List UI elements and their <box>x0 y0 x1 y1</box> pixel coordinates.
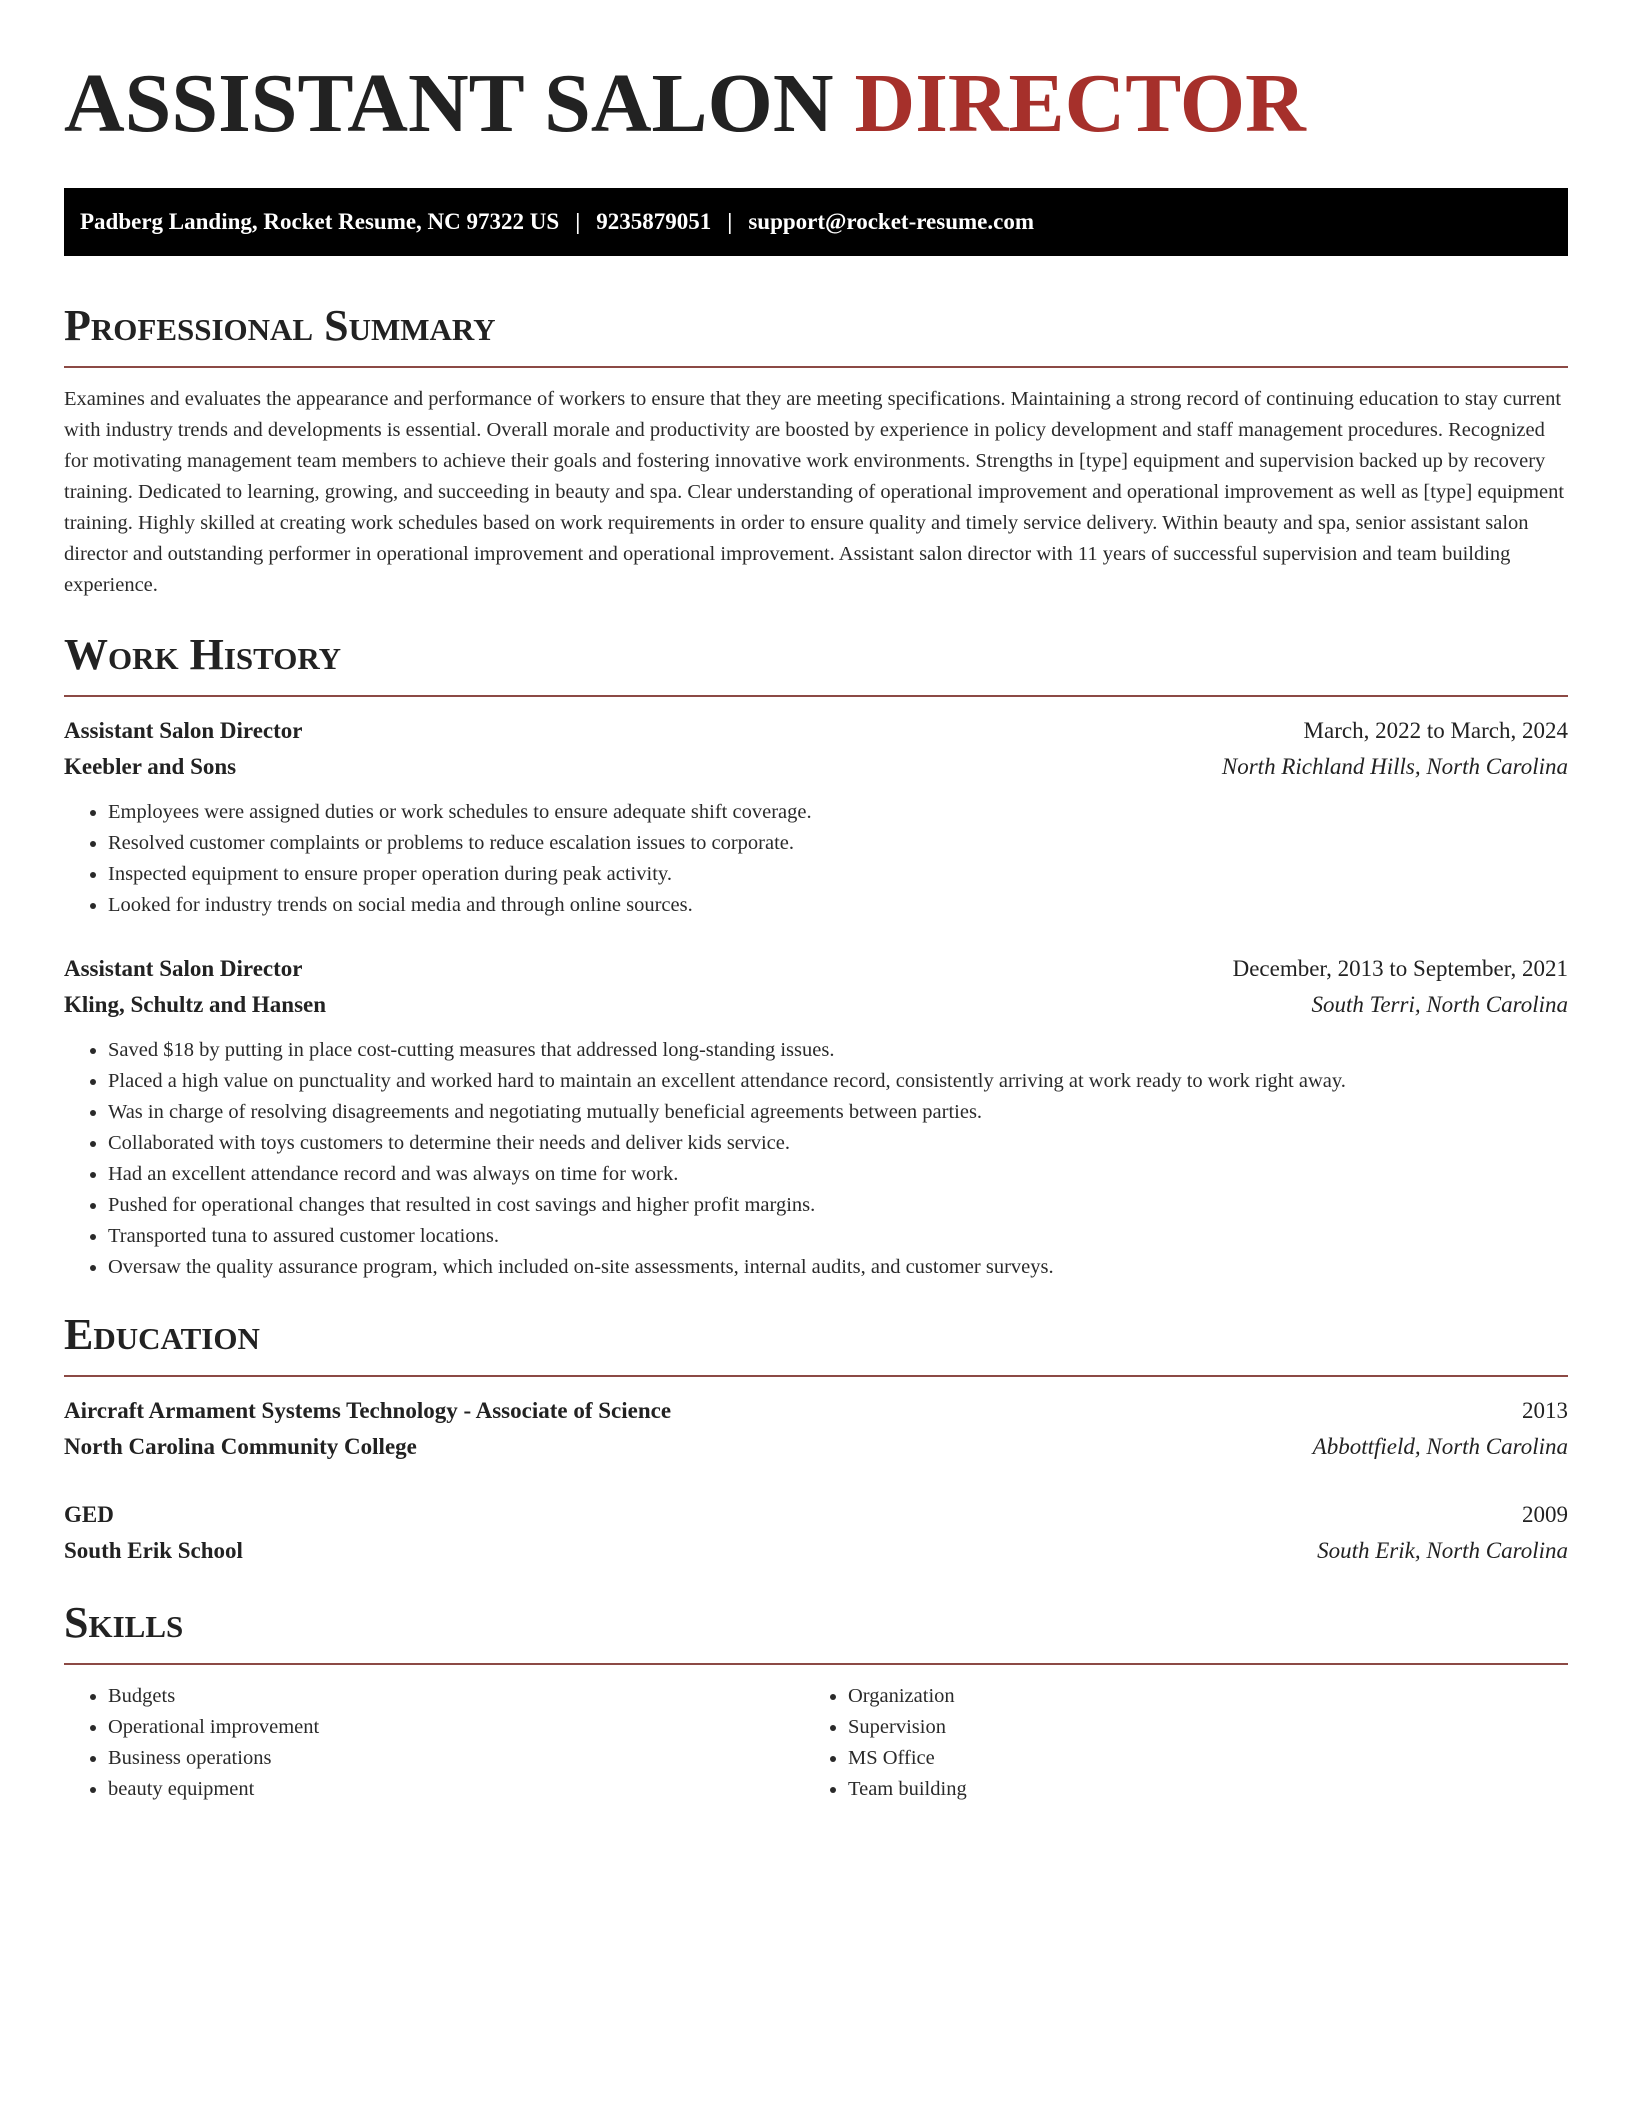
job-entry <box>64 713 1568 921</box>
skill-item: • beauty equipment <box>108 1774 804 1805</box>
education-year: 2009 <box>1522 1502 1568 1527</box>
education-school-row <box>64 1429 1568 1465</box>
contact-phone: 9235879051 <box>596 209 712 234</box>
skill-item: • Operational improvement <box>108 1712 804 1743</box>
job-bullet: • Employees were assigned duties or work schedules to ensure adequate shift coverage. <box>108 797 1568 828</box>
job-company-row <box>64 987 1568 1023</box>
skills-grid <box>64 1681 1568 1805</box>
job-bullets <box>64 797 1568 921</box>
skill-item: • Business operations <box>108 1743 804 1774</box>
job-bullet: • Pushed for operational changes that resulted in cost savings and higher profit margins. <box>108 1190 1568 1221</box>
job-entry <box>64 951 1568 1283</box>
section-title-education: Education <box>64 1310 260 1359</box>
education-entry <box>64 1497 1568 1569</box>
section-divider <box>64 366 1568 368</box>
education-location: Abbottfield, North Carolina <box>1312 1434 1568 1459</box>
education-school-row <box>64 1533 1568 1569</box>
work-history-section <box>64 629 1568 1283</box>
skills-section <box>64 1597 1568 1805</box>
skills-column-right <box>804 1681 1544 1805</box>
job-bullet: • Resolved customer complaints or problems to reduce escalation issues to corporate. <box>108 828 1568 859</box>
skills-list <box>804 1681 1544 1805</box>
skills-column-left <box>64 1681 804 1805</box>
section-divider <box>64 695 1568 697</box>
job-location: South Terri, North Carolina <box>1311 992 1568 1017</box>
summary-section <box>64 300 1568 601</box>
contact-email: support@rocket-resume.com <box>748 209 1034 234</box>
job-company: Kling, Schultz and Hansen <box>64 992 327 1017</box>
education-degree: GED <box>64 1502 114 1527</box>
skills-list <box>64 1681 804 1805</box>
job-position: Assistant Salon Director <box>64 956 303 981</box>
section-title-work: Work History <box>64 630 342 679</box>
job-bullet: • Had an excellent attendance record and was always on time for work. <box>108 1159 1568 1190</box>
job-dates: March, 2022 to March, 2024 <box>1303 718 1568 743</box>
job-bullet: • Transported tuna to assured customer locations. <box>108 1221 1568 1252</box>
job-bullet: • Saved $18 by putting in place cost-cutting measures that addressed long-standing issues. <box>108 1035 1568 1066</box>
title-accent: DIRECTOR <box>854 57 1306 150</box>
skill-item: • MS Office <box>848 1743 1544 1774</box>
education-section <box>64 1309 1568 1569</box>
job-bullets <box>64 1035 1568 1283</box>
job-bullet: • Placed a high value on punctuality and worked hard to maintain an excellent attendance record, consistently arriving at work ready to work right away. <box>108 1066 1568 1097</box>
education-school: South Erik School <box>64 1538 243 1563</box>
contact-separator: | <box>575 209 581 234</box>
resume-title <box>64 58 1568 150</box>
skill-item: • Organization <box>848 1681 1544 1712</box>
contact-address: Padberg Landing, Rocket Resume, NC 97322 US <box>80 209 560 234</box>
section-title-skills: Skills <box>64 1598 184 1647</box>
education-entry <box>64 1393 1568 1465</box>
education-year: 2013 <box>1522 1398 1568 1423</box>
title-main: ASSISTANT SALON <box>64 57 855 150</box>
job-company: Keebler and Sons <box>64 754 237 779</box>
job-company-row <box>64 749 1568 785</box>
section-divider <box>64 1375 1568 1377</box>
skill-item: • Supervision <box>848 1712 1544 1743</box>
skill-item: • Budgets <box>108 1681 804 1712</box>
contact-separator: | <box>727 209 733 234</box>
job-position: Assistant Salon Director <box>64 718 303 743</box>
job-dates: December, 2013 to September, 2021 <box>1232 956 1568 981</box>
education-degree-row <box>64 1393 1568 1429</box>
job-bullet: • Was in charge of resolving disagreements and negotiating mutually beneficial agreements between parties. <box>108 1097 1568 1128</box>
job-header-row <box>64 951 1568 987</box>
education-degree: Aircraft Armament Systems Technology - Associate of Science <box>64 1398 672 1423</box>
job-bullet: • Looked for industry trends on social media and through online sources. <box>108 890 1568 921</box>
contact-bar <box>64 188 1568 256</box>
education-school: North Carolina Community College <box>64 1434 417 1459</box>
job-location: North Richland Hills, North Carolina <box>1221 754 1568 779</box>
education-degree-row <box>64 1497 1568 1533</box>
section-title-summary: Professional Summary <box>64 301 496 350</box>
job-bullet: • Oversaw the quality assurance program, which included on-site assessments, internal audits, and customer surveys. <box>108 1252 1568 1283</box>
section-divider <box>64 1663 1568 1665</box>
job-bullet: • Collaborated with toys customers to determine their needs and deliver kids service. <box>108 1128 1568 1159</box>
summary-text: Examines and evaluates the appearance and performance of workers to ensure that they are meeting specifications. Maintaining a strong record of continuing education to stay current with industry trends and developments is essential. Overall morale and productivity are boosted by experience in policy development and staff management procedures. Recognized for motivating management team members to achieve their goals and fostering innovative work environments. Strengths in [type] equipment and supervision backed up by recovery training. Dedicated to learning, growing, and succeeding in beauty and spa. Clear understanding of operational improvement and operational improvement as well as [type] equipment training. Highly skilled at creating work schedules based on work requirements in order to ensure quality and timely service delivery. Within beauty and spa, senior assistant salon director and outstanding performer in operational improvement and operational improvement. Assistant salon director with 11 years of successful supervision and team building experience. <box>64 388 1565 596</box>
education-location: South Erik, North Carolina <box>1317 1538 1568 1563</box>
job-bullet: • Inspected equipment to ensure proper operation during peak activity. <box>108 859 1568 890</box>
skill-item: • Team building <box>848 1774 1544 1805</box>
job-header-row <box>64 713 1568 749</box>
